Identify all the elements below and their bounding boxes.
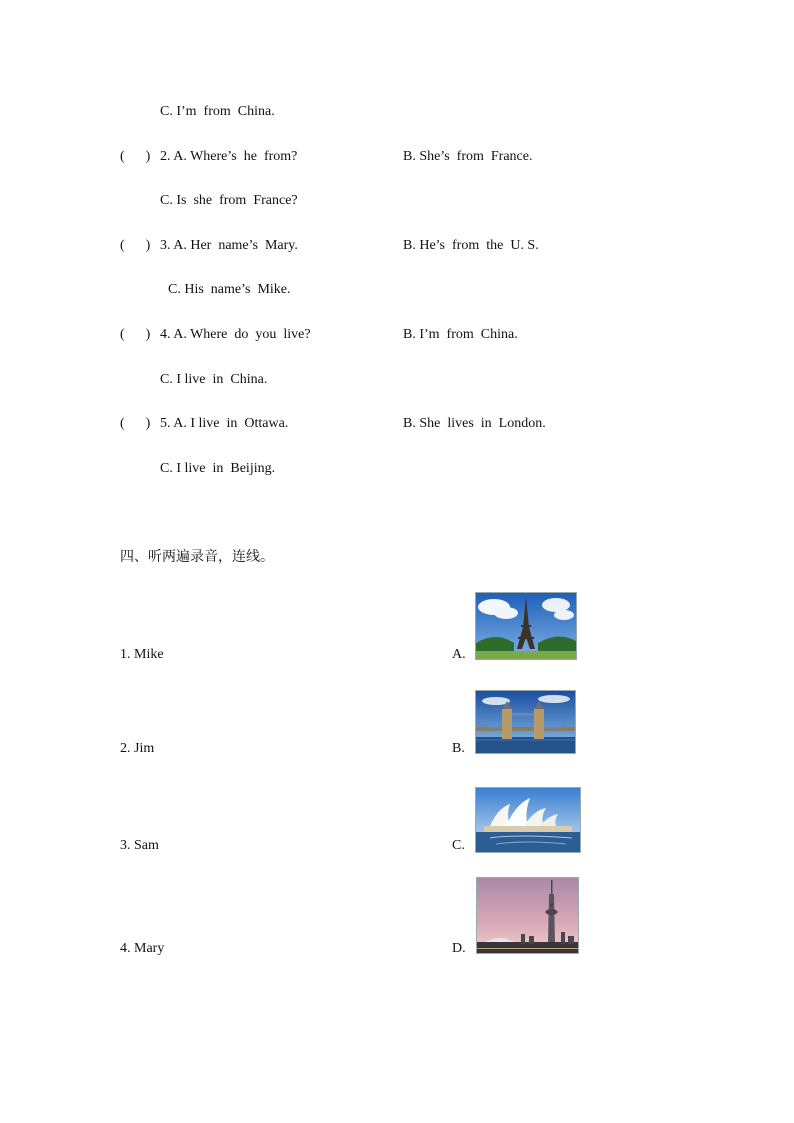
eiffel-tower-image[interactable] [475, 592, 577, 660]
match-name-4[interactable]: 4. Mary [120, 941, 165, 956]
q3-option-a: 3. A. Her name’s Mary. [160, 238, 298, 253]
sydney-opera-house-image[interactable] [475, 787, 581, 853]
q5-answer-bracket[interactable]: ( ) [120, 416, 151, 431]
q3-option-b: B. He’s from the U. S. [403, 238, 539, 253]
cn-tower-image[interactable] [476, 877, 579, 954]
q2-option-a: 2. A. Where’s he from? [160, 149, 298, 164]
match-letter-b: B. [452, 741, 465, 756]
q3-answer-bracket[interactable]: ( ) [120, 238, 151, 253]
q4-option-b: B. I’m from China. [403, 327, 518, 342]
q2-option-c: C. Is she from France? [160, 193, 298, 208]
q5-option-b: B. She lives in London. [403, 416, 546, 431]
match-name-2[interactable]: 2. Jim [120, 741, 155, 756]
tower-bridge-image[interactable] [475, 690, 576, 754]
match-letter-a: A. [452, 647, 466, 662]
section-4-title: 四、听两遍录音，连线。 [120, 549, 274, 565]
q2-option-b: B. She’s from France. [403, 149, 533, 164]
match-name-1[interactable]: 1. Mike [120, 647, 164, 662]
match-letter-c: C. [452, 838, 465, 853]
q5-option-a: 5. A. I live in Ottawa. [160, 416, 289, 431]
q5-option-c: C. I live in Beijing. [160, 461, 276, 476]
q4-option-a: 4. A. Where do you live? [160, 327, 311, 342]
match-name-3[interactable]: 3. Sam [120, 838, 159, 853]
q4-option-c: C. I live in China. [160, 372, 268, 387]
q1-option-c: C. I’m from China. [160, 104, 275, 119]
match-letter-d: D. [452, 941, 466, 956]
q3-option-c: C. His name’s Mike. [168, 282, 291, 297]
q2-answer-bracket[interactable]: ( ) [120, 149, 151, 164]
q4-answer-bracket[interactable]: ( ) [120, 327, 151, 342]
